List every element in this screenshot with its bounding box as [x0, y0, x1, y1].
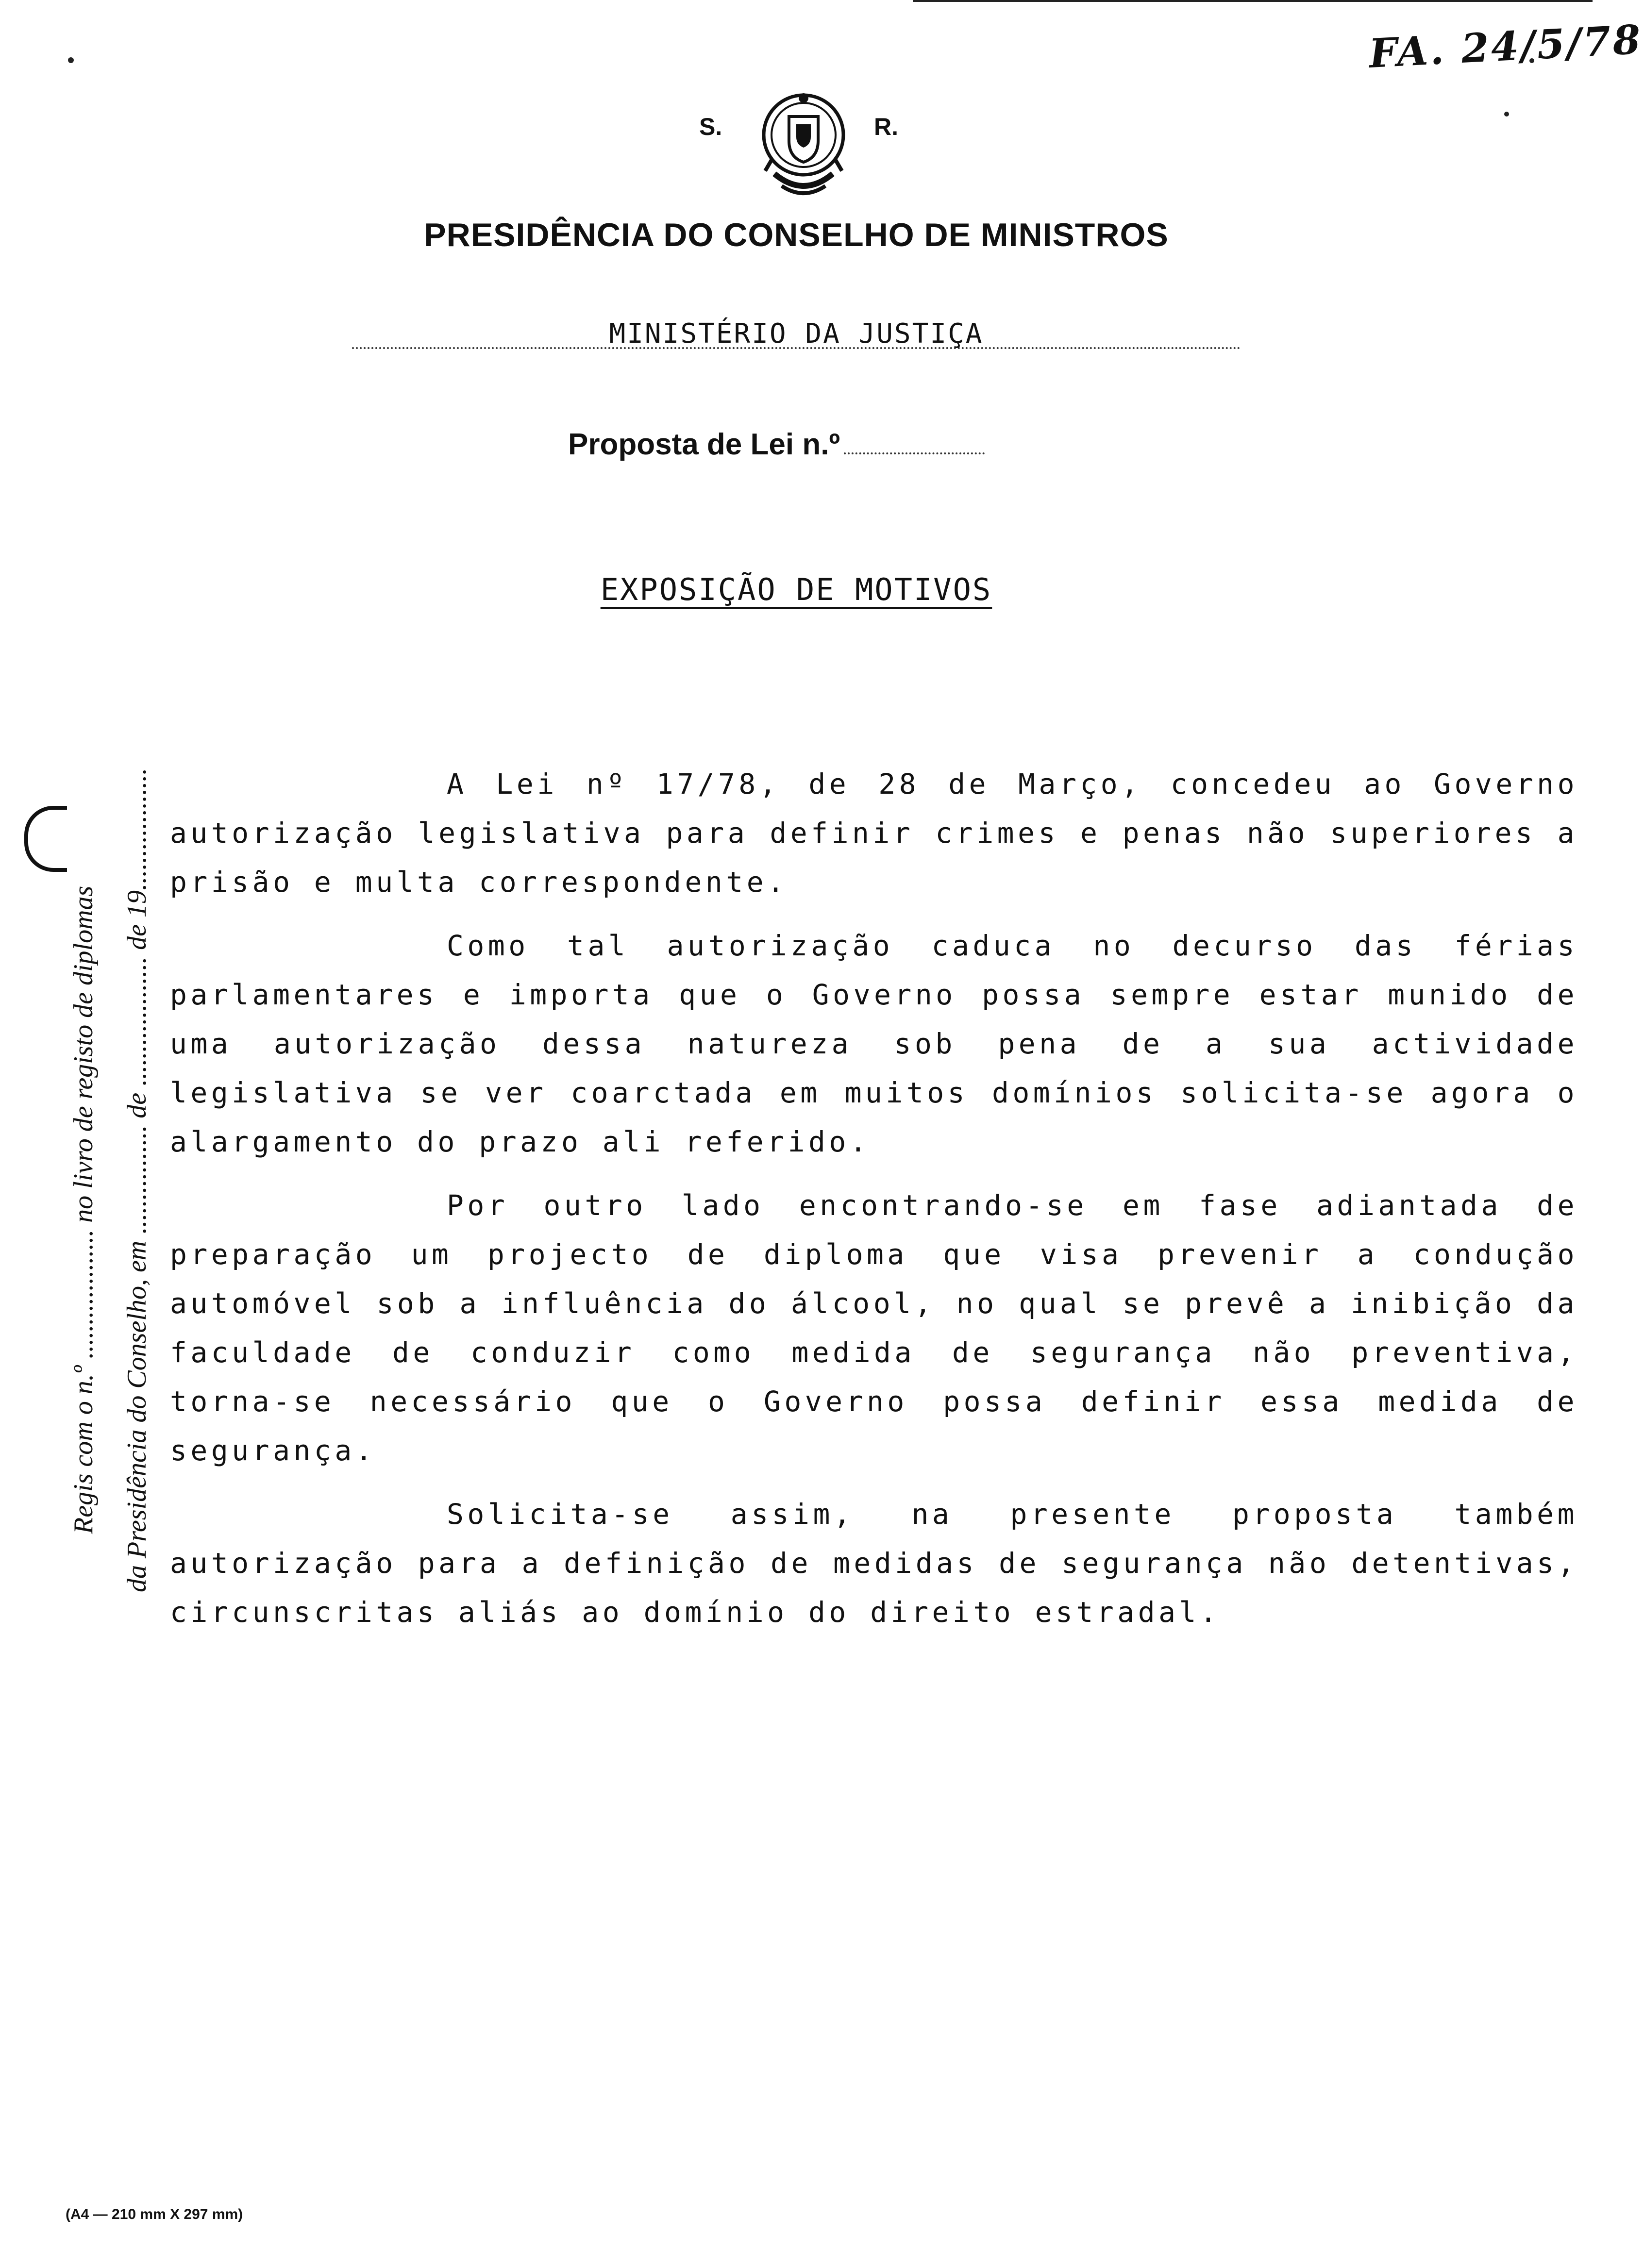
paragraph: A Lei nº 17/78, de 28 de Março, concedeu ao Governo autorização legislativa para definir crimes e penas não superiores a prisão e multa correspondente.	[170, 767, 1578, 899]
margin-registration-note: Regis com o n.º ................... no livro de registo de diplomas	[68, 885, 99, 1534]
margin-bracket	[24, 806, 67, 872]
proposal-dotted-blank	[844, 452, 985, 454]
paragraph: Por outro lado encontrando-se em fase adiantada de preparação um projecto de diploma que visa prevenir a condução automóvel sob a influência do álcool, no qual se prevê a inibição da faculdade de conduzir como medida de segurança não preventiva, torna-se necessário que o Governo possa definir essa medida de segurança.	[170, 1189, 1578, 1467]
paragraph: Solicita-se assim, na presente proposta também autorização para a definição de medidas de segurança não detentivas, circunscritas aliás ao domínio do direito estradal.	[170, 1498, 1578, 1629]
letterhead-s: S.	[699, 113, 722, 140]
coat-of-arms-icon	[755, 86, 852, 203]
top-edge-rule	[913, 0, 1593, 2]
margin-date-note: da Presidência do Conselho, em ................ de ................... de 19..................	[122, 768, 152, 1592]
proposal-number-field	[568, 427, 985, 462]
proposal-label: Proposta de Lei n.º	[568, 428, 840, 461]
body-text	[170, 760, 1578, 1651]
paragraph: Como tal autorização caduca no decurso das férias parlamentares e importa que o Governo possa sempre estar munido de uma autorização dessa natureza sob pena de a sua actividade legislativa se ver coarctada em muitos domínios solicita-se agora o alargamento do prazo ali referido.	[170, 929, 1578, 1158]
presidency-heading: PRESIDÊNCIA DO CONSELHO DE MINISTROS	[424, 217, 1169, 253]
section-title: EXPOSIÇÃO DE MOTIVOS	[600, 572, 992, 607]
scan-speck	[68, 57, 74, 63]
handwritten-reference: FA. 24/5/78	[1368, 16, 1644, 77]
letterhead-r: R.	[874, 113, 898, 140]
paper-size-footer: (A4 — 210 mm X 297 mm)	[66, 2206, 243, 2222]
ministry-name: MINISTÉRIO DA JUSTIÇA	[609, 318, 984, 350]
ministry-line	[352, 318, 1241, 352]
scan-speck	[1504, 112, 1509, 117]
